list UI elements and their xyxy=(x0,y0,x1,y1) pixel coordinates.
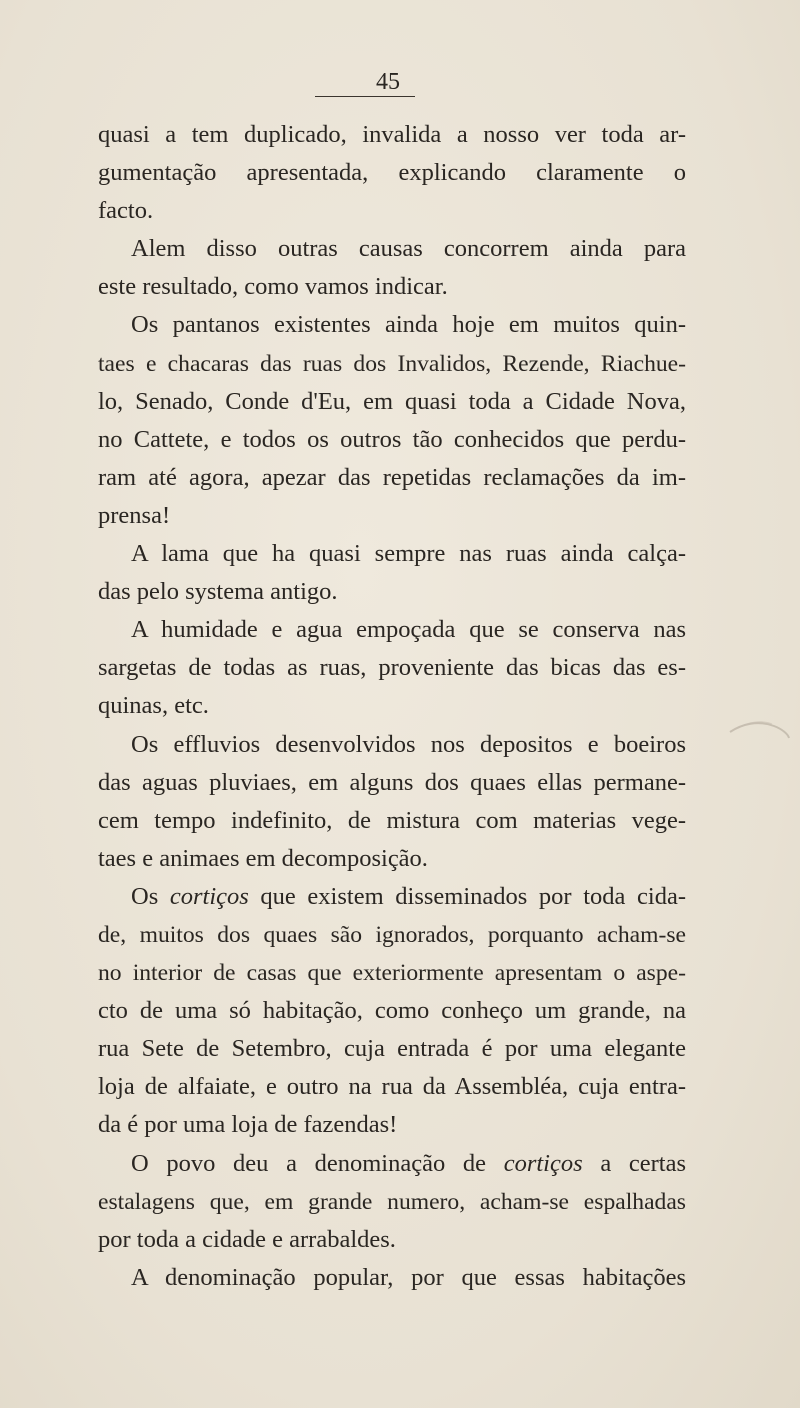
text-segment: taes e chacaras das ruas dos Invalidos, Rezende, Riachue- xyxy=(98,350,686,377)
text-segment: cem tempo indefinito, de mistura com materias vege- xyxy=(98,806,686,834)
text-line xyxy=(98,1068,686,1106)
text-segment: este resultado, como vamos indicar. xyxy=(98,273,448,301)
text-line xyxy=(98,764,686,802)
text-line xyxy=(98,1145,686,1183)
text-line xyxy=(98,726,686,764)
text-segment: de, muitos dos quaes são ignorados, porquanto acham-se xyxy=(98,921,686,948)
text-segment: ram até agora, apezar das repetidas reclamações da im- xyxy=(98,463,686,491)
text-line xyxy=(98,230,686,268)
text-segment: das pelo systema antigo. xyxy=(98,578,338,606)
text-line xyxy=(98,192,686,230)
text-segment: loja de alfaiate, e outro na rua da Assembléa, cuja entra- xyxy=(98,1073,686,1101)
text-line xyxy=(98,611,686,649)
text-segment: A humidade e agua empoçada que se conserva nas xyxy=(131,616,686,644)
italic-term: cortiços xyxy=(503,1149,583,1177)
header-rule xyxy=(315,96,415,97)
text-segment: Os effluvios desenvolvidos nos depositos e boeiros xyxy=(131,730,686,758)
text-segment: no interior de casas que exteriormente apresentam o aspe- xyxy=(98,960,686,987)
text-line xyxy=(98,1030,686,1068)
text-line xyxy=(98,535,686,573)
page-number: 45 xyxy=(376,69,400,95)
text-segment: no Cattete, e todos os outros tão conhecidos que perdu- xyxy=(98,425,686,453)
text-segment: sargetas de todas as ruas, proveniente das bicas das es- xyxy=(98,654,686,682)
text-segment: Os xyxy=(131,882,170,910)
text-line xyxy=(98,116,686,154)
text-line xyxy=(98,1183,686,1221)
text-segment: quinas, etc. xyxy=(98,692,209,720)
text-line xyxy=(98,1106,686,1144)
text-line xyxy=(98,459,686,497)
text-segment: rua Sete de Setembro, cuja entrada é por uma elegante xyxy=(98,1035,686,1063)
text-line xyxy=(98,306,686,344)
ink-stain-mark xyxy=(728,714,790,744)
text-segment: prensa! xyxy=(98,501,171,529)
text-segment: por toda a cidade e arrabaldes. xyxy=(98,1225,396,1253)
text-segment: A lama que ha quasi sempre nas ruas ainda calça- xyxy=(131,540,686,568)
text-segment: da é por uma loja de fazendas! xyxy=(98,1111,398,1139)
text-line xyxy=(98,954,686,992)
text-segment: cto de uma só habitação, como conheço um grande, na xyxy=(98,997,686,1025)
text-line xyxy=(98,573,686,611)
text-line xyxy=(98,154,686,192)
italic-term: cortiços xyxy=(169,882,249,910)
text-segment: a certas xyxy=(582,1149,686,1177)
text-segment: Os pantanos existentes ainda hoje em muitos quin- xyxy=(131,311,686,339)
text-line xyxy=(98,916,686,954)
text-line xyxy=(98,687,686,725)
text-segment: O povo deu a denominação de xyxy=(131,1149,504,1177)
text-line xyxy=(98,497,686,535)
text-segment: estalagens que, em grande numero, acham-se espalhadas xyxy=(98,1188,686,1215)
text-segment: gumentação apresentada, explicando claramente o xyxy=(98,159,686,187)
text-line xyxy=(98,1259,686,1297)
text-line xyxy=(98,383,686,421)
text-line xyxy=(98,345,686,383)
text-segment: lo, Senado, Conde d'Eu, em quasi toda a Cidade Nova, xyxy=(98,387,686,415)
text-line xyxy=(98,1221,686,1259)
text-segment: facto. xyxy=(98,197,154,225)
text-line xyxy=(98,840,686,878)
text-line xyxy=(98,802,686,840)
text-segment: das aguas pluviaes, em alguns dos quaes ellas permane- xyxy=(98,768,686,796)
text-segment: que existem disseminados por toda cida- xyxy=(248,882,686,910)
text-line xyxy=(98,649,686,687)
text-segment: taes e animaes em decomposição. xyxy=(98,844,428,872)
text-segment: A denominação popular, por que essas habitações xyxy=(131,1263,686,1291)
text-line xyxy=(98,878,686,916)
text-segment: quasi a tem duplicado, invalida a nosso ver toda ar- xyxy=(98,121,686,148)
text-line xyxy=(98,421,686,459)
text-line xyxy=(98,992,686,1030)
text-segment: Alem disso outras causas concorrem ainda para xyxy=(131,235,686,263)
body-text xyxy=(98,116,686,1297)
text-line xyxy=(98,268,686,306)
